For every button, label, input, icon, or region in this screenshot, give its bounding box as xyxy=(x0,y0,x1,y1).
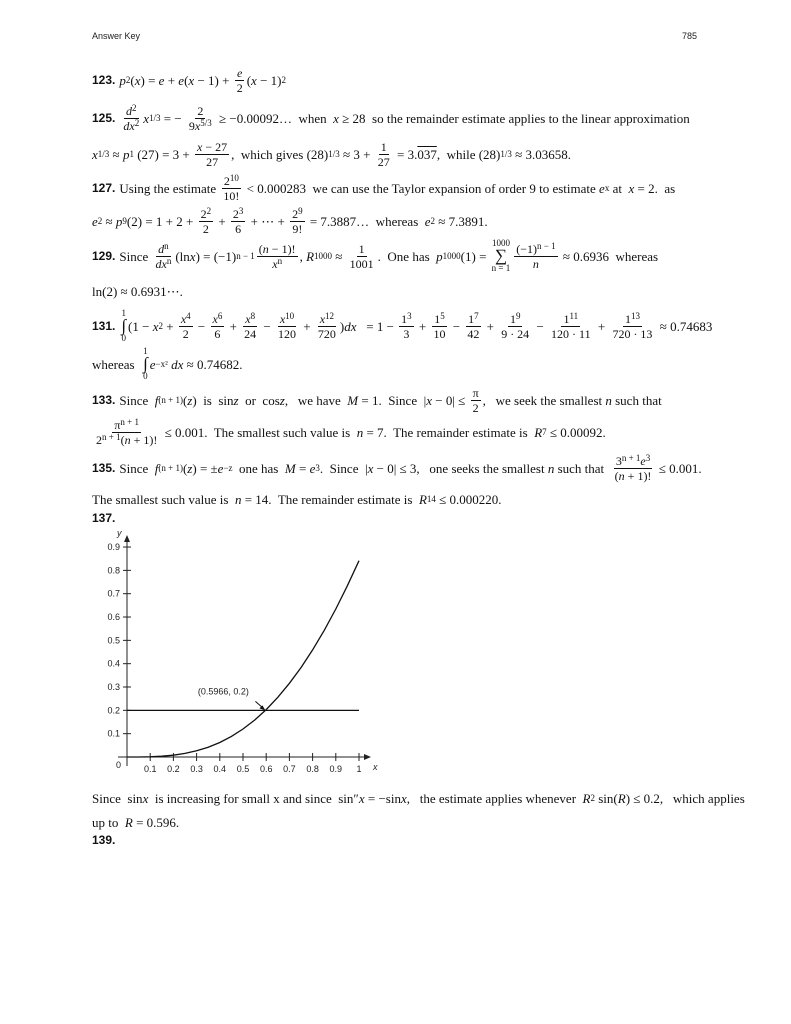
math-text: 120 · 11 xyxy=(551,326,591,341)
superscript: n − 1 xyxy=(537,240,556,251)
math-text: + xyxy=(226,318,241,334)
math-text: is increasing for small x and since sin″ xyxy=(148,790,359,806)
math-variable: R xyxy=(617,790,626,806)
x-tick-label: 0.8 xyxy=(306,764,319,774)
math-variable: p xyxy=(122,146,130,162)
page-number: 785 xyxy=(681,31,697,41)
math-text: = −sin xyxy=(364,790,401,806)
problem-number: 129. xyxy=(92,249,116,263)
problem-number: 137. xyxy=(92,511,116,525)
math-text: , which gives (28) xyxy=(231,146,329,162)
superscript: 5/3 xyxy=(200,117,212,128)
answer-line: Since sin x is increasing for small x and since sin″ x = −sin x , the estimate applies whenever R 2 sin( R ) ≤ 0.2, which applies xyxy=(92,790,745,806)
math-text: 1001 xyxy=(349,256,374,271)
math-variable: z xyxy=(233,392,239,408)
x-tick-label: 0.7 xyxy=(283,764,296,774)
math-text: ( xyxy=(246,72,252,88)
math-variable: n xyxy=(618,468,625,483)
answer-line: 131. 1 ∫ 0 (1 − x 2 + $\frac{x^4}{2}$ − $\frac{x^6}{6}$ + $\frac{x^8}{24}$ − $\frac{x^{10}}{120}$ + $\frac{x^{12}}{720}$ ) dx = 1 − $\frac{1^3}{3}$ + $\frac{1^5}{10}$ − $\frac{1^7}{42}$ + $\frac{1^9}{9 \cdot 24}$ − $\frac{1^{11}}{120 \cdot 11}$ + $\frac{1^{13}}{720 \cdot 13}$ ≈ 0.74683 xyxy=(92,308,713,344)
y-tick-label: 0.7 xyxy=(107,588,120,599)
math-text: 6 xyxy=(214,326,221,341)
math-variable: e xyxy=(178,72,185,88)
y-axis-label: y xyxy=(117,528,122,538)
problem-number: 133. xyxy=(92,393,116,407)
superscript: n xyxy=(164,240,169,251)
math-variable: x xyxy=(400,790,407,806)
math-text: − 27 xyxy=(202,139,228,154)
math-variable: x xyxy=(92,146,98,162)
math-text: (ln xyxy=(175,248,190,264)
math-text: . One has xyxy=(377,248,437,264)
superscript: 3 xyxy=(407,310,412,321)
math-text: one has xyxy=(232,460,285,476)
math-variable: p xyxy=(436,248,443,264)
math-text: , xyxy=(299,248,307,264)
math-variable: x xyxy=(628,180,635,196)
math-variable: R xyxy=(306,248,315,264)
repeating-digits: 037 xyxy=(417,146,437,162)
math-text: + 1)! xyxy=(130,432,158,447)
math-text: = 14. The remainder estimate is xyxy=(241,491,419,507)
math-variable: M xyxy=(347,392,359,408)
math-variable: x xyxy=(279,311,286,326)
problem-number: 139. xyxy=(92,833,116,847)
math-text: 2 xyxy=(200,206,207,221)
math-text: . Since | xyxy=(319,460,368,476)
math-variable: e xyxy=(424,213,431,229)
math-text: ( xyxy=(120,432,125,447)
math-text: + ⋯ + xyxy=(247,213,289,229)
math-text: ) = (−1) xyxy=(195,248,237,264)
math-text: , while (28) xyxy=(436,146,501,162)
superscript: 10 xyxy=(285,310,295,321)
math-text: ≈ 3.03658. xyxy=(511,146,572,162)
answer-line: x 1/3 ≈ p 1 (27) = 3 + $\frac{x - 27}{27}$ , which gives (28) 1/3 ≈ 3 + $\frac{1}{27}$ = 3. 037 , while (28) 1/3 ≈ 3.03658. xyxy=(92,139,572,169)
answer-line: e 2 ≈ p 9 (2) = 1 + 2 + $\frac{2^2}{2}$ + $\frac{2^3}{6}$ + ⋯ + $\frac{2^9}{9!}$ = 7.3887… whereas e 2 ≈ 7.3891. xyxy=(92,205,488,236)
running-header-title: Answer Key xyxy=(92,31,141,41)
x-tick-label: 1 xyxy=(356,764,362,774)
math-text: Since xyxy=(119,248,152,264)
answer-line: 127. Using the estimate $\frac{2^{10}}{10!}$ < 0.000283 we can use the Taylor expansion of order 9 to estimate e x at x = 2. as xyxy=(92,172,676,203)
math-variable: dx xyxy=(344,318,357,334)
math-variable: x xyxy=(188,72,195,88)
math-text: 6 xyxy=(235,221,242,236)
y-tick-label: 0.2 xyxy=(107,705,120,716)
math-text: ( xyxy=(182,460,188,476)
math-text: 120 xyxy=(278,326,297,341)
math-text: 42 xyxy=(467,326,480,341)
math-text: < 0.000283 we can use the Taylor expansion of order 9 to estimate xyxy=(243,180,600,196)
math-text: 2 xyxy=(223,173,230,188)
math-text: ≈ 3 + xyxy=(339,146,374,162)
math-text: ≤ 0.001. The smallest such value is xyxy=(161,424,357,440)
math-text: ≤ 0.000220. xyxy=(435,491,502,507)
math-variable: n xyxy=(262,241,269,256)
math-variable: e xyxy=(158,72,165,88)
math-text: + xyxy=(215,213,229,229)
math-text: up to xyxy=(92,814,125,830)
math-text: such that xyxy=(554,460,611,476)
math-text: ) = ± xyxy=(192,460,218,476)
math-variable: x xyxy=(194,118,201,133)
math-text: or cos xyxy=(238,392,280,408)
math-text: = 2. as xyxy=(634,180,676,196)
math-variable: z xyxy=(187,460,193,476)
math-text: + xyxy=(164,72,179,88)
answer-line: The smallest such value is n = 14. The remainder estimate is R 14 ≤ 0.000220. xyxy=(92,491,502,507)
math-text: − 0| ≤ 3, one seeks the smallest xyxy=(373,460,548,476)
superscript: 2 xyxy=(206,205,212,216)
math-variable: x xyxy=(189,248,196,264)
math-text: π xyxy=(114,417,121,432)
math-text: = 7. The remainder estimate is xyxy=(363,424,535,440)
math-text: Since xyxy=(119,460,155,476)
y-tick-label: 0.8 xyxy=(107,565,120,576)
math-text: − xyxy=(449,318,464,334)
y-tick-label: 0.4 xyxy=(107,658,120,669)
math-variable: f xyxy=(154,460,159,476)
superscript: 3 xyxy=(238,205,244,216)
superscript: 9 xyxy=(515,310,521,321)
math-variable: n xyxy=(605,392,612,408)
math-text: 2 xyxy=(292,206,299,221)
math-variable: R xyxy=(418,491,427,507)
math-text: such that xyxy=(611,392,662,408)
math-text: = 1 − xyxy=(356,318,398,334)
y-tick-label: 0.9 xyxy=(107,542,120,553)
math-text: = 1. Since | xyxy=(358,392,427,408)
integral-symbol: ∫ xyxy=(121,315,127,335)
math-variable: x xyxy=(180,311,187,326)
superscript: 8 xyxy=(250,310,256,321)
math-variable: p xyxy=(119,72,126,88)
math-variable: R xyxy=(534,424,543,440)
math-text: 9! xyxy=(292,221,303,236)
math-text: ≈ xyxy=(102,213,116,229)
answer-line: 133. Since f (n + 1) ( z ) is sin z or cos z , we have M = 1. Since | x − 0| ≤ $\frac{\pi}{2}$ , we seek the smallest n such that xyxy=(92,385,662,415)
math-variable: x xyxy=(333,110,339,126)
math-text: 24 xyxy=(244,326,257,341)
math-variable: x xyxy=(212,311,218,326)
math-text: 3 xyxy=(615,453,622,468)
math-text: − 1) + xyxy=(194,72,233,88)
math-text: ≤ 0.00092. xyxy=(546,424,606,440)
answer-line: 125. $\frac{d^2}{dx^2}$ x 1/3 = − $\frac{2}{9x^{5/3}}$ ≥ −0.00092… when x ≥ 28 so the remainder estimate applies to the linear approximation xyxy=(92,102,690,133)
math-variable: e xyxy=(599,180,605,196)
x-axis-label: x xyxy=(373,762,378,772)
math-text: + xyxy=(594,318,609,334)
math-text: 1 xyxy=(434,311,441,326)
upper-limit: 1 xyxy=(143,346,148,357)
math-text: 2 xyxy=(197,103,204,118)
x-tick-label: 0.6 xyxy=(259,764,273,774)
math-text: + xyxy=(162,318,177,334)
math-text: − 0| ≤ xyxy=(431,392,469,408)
upper-limit: 1000 xyxy=(491,238,510,249)
math-text: ≈ 0.6936 whereas xyxy=(559,248,659,264)
math-text: ( xyxy=(130,72,135,88)
math-variable: x xyxy=(426,392,432,408)
math-text: (1 − xyxy=(128,318,153,334)
math-variable: e xyxy=(309,460,316,476)
math-text: 1 xyxy=(358,241,365,256)
math-variable: p xyxy=(115,213,123,229)
math-text: 27 xyxy=(206,154,219,169)
math-variable: x xyxy=(197,139,203,154)
math-text: The smallest such value is xyxy=(92,491,235,507)
math-text: = − xyxy=(160,110,185,126)
math-variable: n xyxy=(547,460,555,476)
answer-line: $\frac{\pi^{n + 1}}{2^{n + 1}(n + 1)!}$ ≤ 0.001. The smallest such value is n = 7. The remainder estimate is R 7 ≤ 0.00092. xyxy=(96,416,606,447)
math-text: ≈ 0.74683 xyxy=(656,318,713,334)
math-variable: n xyxy=(356,424,364,440)
lower-limit: 0 xyxy=(121,333,126,344)
math-variable: x xyxy=(358,790,365,806)
math-text: sin( xyxy=(595,790,618,806)
problem-number: 123. xyxy=(92,73,116,87)
math-text: 2 xyxy=(232,206,239,221)
math-text: = 7.3887… whereas xyxy=(306,213,425,229)
math-text: 2 xyxy=(96,432,102,447)
math-variable: n xyxy=(124,432,131,447)
problem-number: 125. xyxy=(92,111,116,125)
math-variable: x xyxy=(272,256,278,271)
math-text: 2 xyxy=(236,80,243,95)
problem-number: 131. xyxy=(92,319,116,333)
math-text: + 1)! xyxy=(624,468,652,483)
superscript: n + 1 xyxy=(621,452,641,463)
superscript: 2 xyxy=(132,102,137,113)
superscript: 3 xyxy=(645,452,651,463)
superscript: 13 xyxy=(630,310,640,321)
math-text: , the estimate applies whenever xyxy=(406,790,583,806)
math-text: ( xyxy=(258,241,263,256)
math-variable: x xyxy=(142,790,149,806)
math-text: ≈ xyxy=(109,146,123,162)
y-tick-label: 0.6 xyxy=(107,612,120,623)
y-tick-label: 0.3 xyxy=(107,682,120,693)
origin-label: 0 xyxy=(116,760,122,770)
integral-symbol: ∫ xyxy=(143,353,148,373)
math-text: Since sin xyxy=(92,790,143,806)
answer-line: 129. Since $\frac{d^n}{dx^n}$ (ln x ) = (−1) n − 1 $\frac{(n - 1)!}{x^n}$ , R 1000 ≈ $\frac{1}{1001}$ . One has p 1000 (1) = 1000 ∑ n = 1 $\frac{(-1)^{n - 1}}{n}$ ≈ 0.6936 whereas xyxy=(92,238,659,274)
math-text: + xyxy=(415,318,430,334)
superscript: 11 xyxy=(569,310,579,321)
math-text: ( xyxy=(614,468,619,483)
x-tick-label: 0.4 xyxy=(213,764,227,774)
math-variable: d xyxy=(126,103,133,118)
sigma-symbol: ∑ xyxy=(494,245,507,265)
math-variable: R xyxy=(124,814,133,830)
math-text: ln(2) ≈ 0.6931⋯. xyxy=(92,283,183,299)
math-variable: n xyxy=(532,256,539,271)
math-text: − xyxy=(533,318,548,334)
problem-number: 127. xyxy=(92,181,116,195)
math-text: Using the estimate xyxy=(119,180,220,196)
math-variable: d xyxy=(158,241,165,256)
math-variable: x xyxy=(152,318,159,334)
upper-limit: 1 xyxy=(121,308,126,319)
problem-number: 135. xyxy=(92,461,116,475)
superscript: n xyxy=(277,255,283,266)
math-text: 720 xyxy=(317,326,336,341)
math-text: ≤ 0.001. xyxy=(655,460,702,476)
math-text: + xyxy=(483,318,498,334)
math-text: 1 xyxy=(509,311,516,326)
math-variable: dx xyxy=(155,256,167,271)
math-text: 720 · 13 xyxy=(612,326,653,341)
superscript: 2 xyxy=(134,117,140,128)
math-text: ) is sin xyxy=(192,392,234,408)
superscript: 5 xyxy=(440,310,445,321)
math-text: (27) = 3 + xyxy=(133,146,194,162)
answer-line: 123. p 2 ( x ) = e + e ( x − 1) + $\frac{e}{2}$ ( x − 1) 2 xyxy=(92,65,286,95)
superscript: n + 1 xyxy=(120,416,139,427)
math-text: ) xyxy=(339,318,345,334)
math-text: (−1) xyxy=(516,241,537,256)
x-axis-arrow xyxy=(364,754,371,760)
math-text: 2 xyxy=(202,221,209,236)
x-tick-label: 0.5 xyxy=(236,764,250,774)
math-text: 9 xyxy=(188,118,195,133)
superscript: 6 xyxy=(217,310,223,321)
superscript: 10 xyxy=(229,172,239,183)
math-variable: dx xyxy=(123,118,135,133)
math-text: at xyxy=(609,180,629,196)
math-text: 1 xyxy=(468,311,475,326)
math-text: ) = xyxy=(140,72,159,88)
math-text: − 1) xyxy=(256,72,282,88)
math-variable: x xyxy=(367,460,374,476)
math-text: ≈ 0.74682. xyxy=(183,356,243,372)
math-text: ( xyxy=(184,72,189,88)
math-text: 9 · 24 xyxy=(501,326,530,341)
math-text: 1 xyxy=(624,311,631,326)
y-axis-arrow xyxy=(124,535,130,542)
math-text: − xyxy=(194,318,209,334)
math-text: ≈ xyxy=(332,248,346,264)
math-text: 10! xyxy=(223,188,240,203)
math-variable: e xyxy=(149,356,156,372)
math-variable: f xyxy=(154,392,159,408)
math-text: , we have xyxy=(284,392,348,408)
math-variable: e xyxy=(237,65,243,80)
math-text: (1) = xyxy=(460,248,490,264)
math-text: , we seek the smallest xyxy=(482,392,606,408)
math-variable: n xyxy=(234,491,242,507)
superscript: 4 xyxy=(186,310,191,321)
math-text: = xyxy=(295,460,310,476)
math-text: ≈ 7.3891. xyxy=(435,213,488,229)
superscript: 7 xyxy=(474,310,479,321)
lower-limit: 0 xyxy=(143,371,148,382)
math-text: whereas xyxy=(92,356,142,372)
math-text: (2) = 1 + 2 + xyxy=(126,213,197,229)
math-text: 10 xyxy=(433,326,446,341)
math-text: 27 xyxy=(377,154,390,169)
math-variable: e xyxy=(92,213,98,229)
math-text: 3 xyxy=(403,326,410,341)
math-variable: x xyxy=(143,110,149,126)
lower-limit: n = 1 xyxy=(491,263,511,274)
math-variable: e xyxy=(640,453,646,468)
x-tick-label: 0.9 xyxy=(329,764,343,774)
x-tick-label: 0.2 xyxy=(167,764,180,774)
x-tick-label: 0.3 xyxy=(190,764,203,774)
math-variable: x xyxy=(319,311,326,326)
math-variable: R xyxy=(582,790,591,806)
math-text: 2 xyxy=(472,400,479,415)
y-tick-label: 0.1 xyxy=(107,728,120,739)
curve-x2-sinx xyxy=(127,561,359,757)
y-tick-label: 0.5 xyxy=(107,635,120,646)
intersection-label: (0.5966, 0.2) xyxy=(197,686,249,697)
math-text: 1 xyxy=(380,139,387,154)
math-text: = 3. xyxy=(393,146,418,162)
superscript: 12 xyxy=(325,310,335,321)
math-text: + xyxy=(300,318,314,334)
math-variable: z xyxy=(279,392,285,408)
math-variable: x xyxy=(251,72,257,88)
math-variable: dx xyxy=(171,356,184,372)
math-variable: e xyxy=(217,460,224,476)
math-text: − 1)! xyxy=(268,241,296,256)
math-text: π xyxy=(472,385,479,400)
math-variable: x xyxy=(245,311,251,326)
x-tick-label: 0.1 xyxy=(143,764,157,774)
superscript: n + 1 xyxy=(102,431,121,442)
superscript: 9 xyxy=(298,205,303,216)
math-text: ≥ −0.00092… when xyxy=(215,110,334,126)
math-variable: z xyxy=(187,392,193,408)
math-variable: x xyxy=(134,72,141,88)
answer-line: whereas 1 ∫ 0 e −x² dx ≈ 0.74682. xyxy=(92,346,243,382)
math-text: 1 xyxy=(401,311,408,326)
math-text: − xyxy=(260,318,275,334)
math-text: ≥ 28 so the remainder estimate applies to the linear approximation xyxy=(338,110,690,126)
answer-line: 135. Since f (n + 1) ( z ) = ± e −z one has M = e 3 . Since | x − 0| ≤ 3, one seeks the smallest n such that $\frac{3^{n + 1}e^3}{(n + 1)!}$ ≤ 0.001. xyxy=(92,452,702,483)
math-text: 1 xyxy=(563,311,570,326)
superscript: n xyxy=(166,255,172,266)
math-text: = 0.596. xyxy=(132,814,180,830)
math-text: Since xyxy=(119,392,155,408)
math-text: ( xyxy=(182,392,188,408)
math-text: ) ≤ 0.2, which applies xyxy=(625,790,745,806)
math-text: 2 xyxy=(182,326,189,341)
math-variable: M xyxy=(284,460,296,476)
